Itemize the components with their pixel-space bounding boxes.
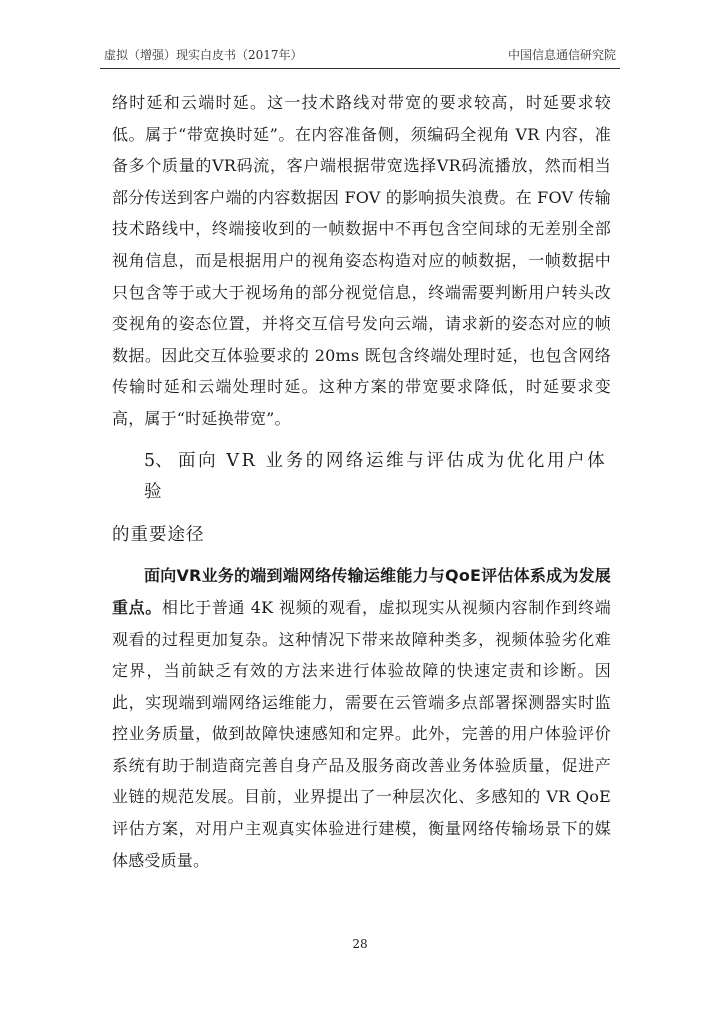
section-number: 5、 [144, 450, 173, 471]
header-organization: 中国信息通信研究院 [507, 48, 616, 62]
section-title-continued: 的重要途径 [112, 524, 205, 545]
page-content [112, 87, 611, 876]
paragraph-body: 相比于普通 4K 视频的观看，虚拟现实从视频内容制作到终端观看的过程更加复杂。这种情况下带来故障种类多，视频体验劣化难定界，当前缺乏有效的方法来进行体验故障的快速定责和诊断。因此，实现端到端网络运维能力，需要在云管端多点部署探测器实时监控业务质量，做到故障快速感知和定界。此外，完善的用户体验评价系统有助于制造商完善自身产品及服务商改善业务体验质量，促进产业链的规范发展。目前，业界提出了一种层次化、多感知的 VR QoE 评估方案，对用户主观真实体验进行建模，衡量网络传输场景下的媒体感受质量。 [112, 597, 611, 870]
header-document-title: 虚拟（增强）现实白皮书（2017年） [104, 48, 303, 62]
page-header [100, 44, 620, 69]
page-number: 28 [352, 937, 368, 951]
section-heading [112, 446, 611, 552]
bold-lead-sentence: 面向VR业务的端到端网络传输运维能力与QoE评估体系成为发展重点。 [112, 566, 611, 617]
body-paragraph [112, 560, 611, 876]
section-title: 面向 VR 业务的网络运维与评估成为优化用户体验 [144, 450, 608, 503]
body-paragraph-continued: 络时延和云端时延。这一技术路线对带宽的要求较高，时延要求较低。属于“带宽换时延”。在内容准备侧，须编码全视角 VR 内容，准备多个质量的VR码流，客户端根据带宽选择VR码流播放，然而相当部分传送到客户端的内容数据因 FOV 的影响损失浪费。在 FOV 传输技术路线中，终端接收到的一帧数据中不再包含空间球的无差别全部视角信息，而是根据用户的视角姿态构造对应的帧数据，一帧数据中只包含等于或大于视场角的部分视觉信息，终端需要判断用户转头改变视角的姿态位置，并将交互信号发向云端，请求新的姿态对应的帧数据。因此交互体验要求的 20ms 既包含终端处理时延，也包含网络传输时延和云端处理时延。这种方案的带宽要求降低，时延要求变高，属于“时延换带宽”。 [112, 93, 611, 428]
